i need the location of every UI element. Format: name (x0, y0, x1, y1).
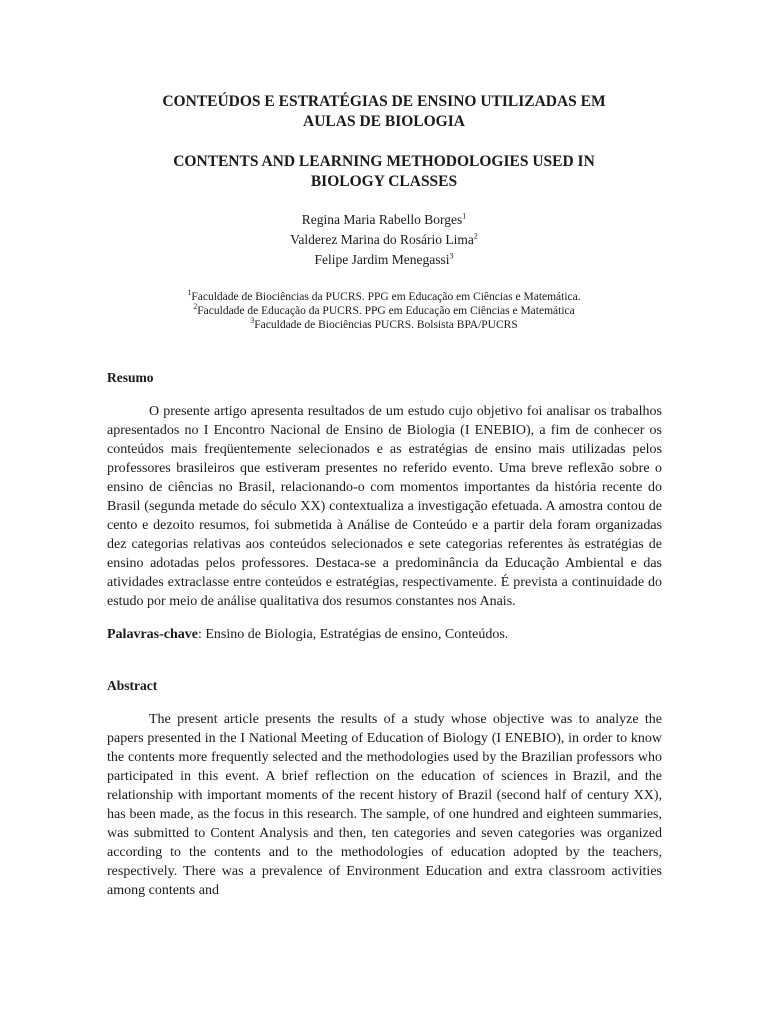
author: Felipe Jardim Menegassi$^3$ (314, 251, 454, 267)
abstract-body: The present article presents the results of a study whose objective was to analyze the papers presented in the I National Meeting of Education of Biology (I ENEBIO), in order to know the contents more frequently selected and the methodologies used by the Brazilian professors who participated in this event. A brief reflection on the education of sciences in Brazil, and the relationship with important moments of the recent history of Brazil (second half of century XX), has been made, as the focus in this research. The sample, of one hundred and eighteen summaries, was submitted to Content Analysis and then, ten categories and seven categories was organized according to the contents and to the methodologies of education adopted by the teachers, respectively. There was a prevalence of Environment Education and extra classroom activities among contents and (107, 712, 662, 898)
affiliation: $^1$Faculdade de Biociências da PUCRS. PPG em Educação em Ciências e Matemática. (187, 288, 581, 303)
affiliation: $^2$Faculdade de Educação da PUCRS. PPG em Educação em Ciências e Matemática (193, 302, 575, 317)
keywords-line (107, 625, 662, 644)
title-en-line-1: CONTENTS AND LEARNING METHODOLOGIES USED IN (173, 153, 595, 170)
title-pt-line-1: CONTEÚDOS E ESTRATÉGIAS DE ENSINO UTILIZADAS EM (162, 93, 606, 110)
author: Regina Maria Rabello Borges$^1$ (301, 211, 467, 227)
affiliation-list (100, 290, 668, 332)
abstract-heading: Abstract (107, 678, 158, 693)
resumo-body: O presente artigo apresenta resultados de um estudo cujo objetivo foi analisar os trabalhos apresentados no I Encontro Nacional de Ensino de Biologia (I ENEBIO), a fim de conhecer os conteúdos mais freqüentemente selecionados e as estratégias de ensino mais utilizadas pelos professores brasileiros que estiveram presentes no referido evento. Uma breve reflexão sobre o ensino de ciências no Brasil, relacionando-o com momentos importantes da história recente do Brasil (segunda metade do século XX) contextualiza a investigação efetuada. A amostra contou de cento e dezoito resumos, foi submetida à Análise de Conteúdo e a partir dela foram organizadas dez categorias relativas aos conteúdos selecionados e sete categorias referentes às estratégias de ensino adotadas pelos professores. Destaca-se a predominância da Educação Ambiental e das atividades extraclasse entre conteúdos e estratégias, respectivamente. É prevista a continuidade do estudo por meio de análise qualitativa dos resumos constantes nos Anais. (107, 404, 662, 609)
resumo-heading: Resumo (107, 370, 154, 385)
title-portuguese (100, 92, 668, 132)
author-list (100, 210, 668, 270)
keywords-value: : Ensino de Biologia, Estratégias de ensino, Conteúdos. (197, 627, 509, 642)
title-pt-line-2: AULAS DE BIOLOGIA (303, 113, 465, 130)
title-english (100, 152, 668, 192)
keywords-label: Palavras-chave (107, 627, 198, 642)
author: Valderez Marina do Rosário Lima$^2$ (290, 231, 478, 247)
title-en-line-2: BIOLOGY CLASSES (310, 173, 458, 190)
affiliation: $^3$Faculdade de Biociências PUCRS. Bolsista BPA/PUCRS (250, 316, 518, 331)
